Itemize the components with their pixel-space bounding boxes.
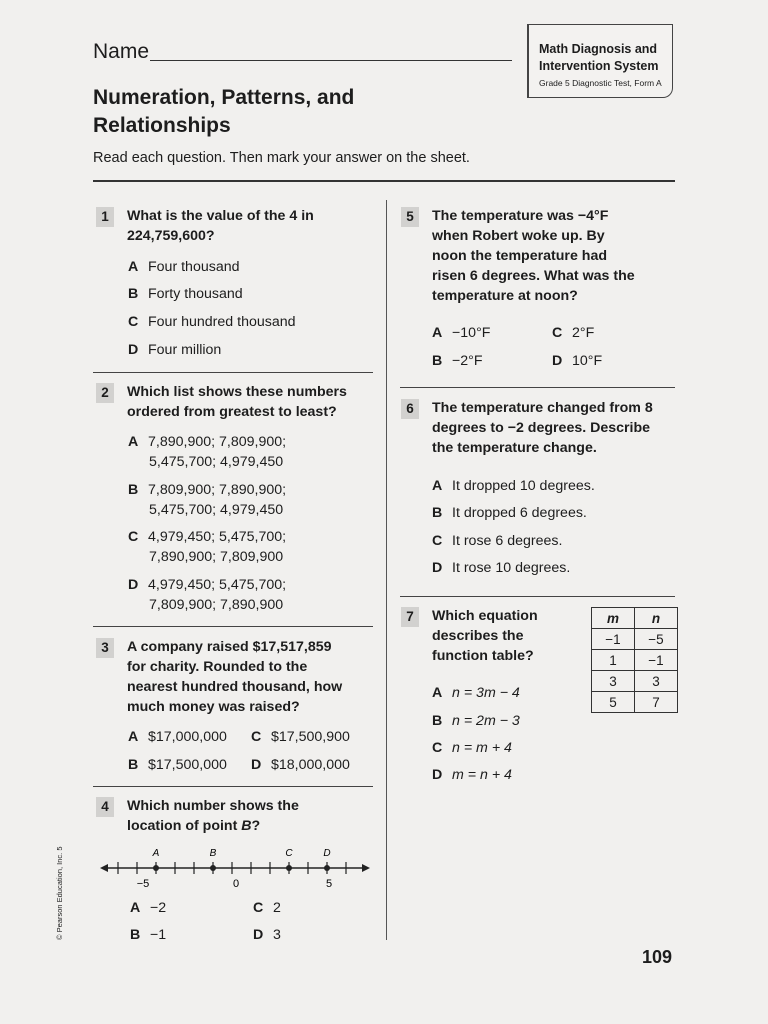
point-a-label: A	[152, 848, 160, 859]
option-letter: C	[432, 740, 443, 756]
option-text: 7,809,900; 7,890,900	[149, 597, 284, 613]
program-badge	[527, 24, 673, 98]
q6-text-line: degrees to −2 degrees. Describe	[432, 420, 651, 436]
option-text: $17,500,900	[271, 729, 350, 745]
q5-text-line: The temperature was −4°F	[432, 208, 609, 224]
option-text: It dropped 10 degrees.	[452, 478, 595, 494]
option-text: It dropped 6 degrees.	[452, 505, 587, 521]
q1-text-line: 224,759,600?	[127, 228, 215, 244]
point-c-label: C	[285, 848, 293, 859]
q4-option-a[interactable]	[130, 898, 166, 918]
q5-option-c[interactable]	[552, 323, 594, 343]
option-text: 7,890,900; 7,809,900;	[148, 434, 287, 450]
q5-option-a[interactable]	[432, 323, 490, 343]
question-3-text	[127, 637, 342, 717]
table-cell: −1	[635, 650, 678, 671]
option-text: 3	[273, 927, 281, 943]
column-divider	[386, 200, 387, 940]
option-letter: B	[130, 927, 141, 943]
q1-option-a[interactable]	[128, 257, 240, 277]
option-letter: B	[432, 353, 443, 369]
question-divider	[400, 387, 675, 388]
question-number: 1	[96, 207, 114, 227]
table-cell: 3	[592, 671, 635, 692]
option-text: m = n + 4	[452, 767, 512, 783]
q5-text-line: noon the temperature had	[432, 248, 607, 264]
option-letter: A	[128, 434, 139, 450]
function-table	[591, 607, 678, 713]
option-text: 5,475,700; 4,979,450	[149, 502, 284, 518]
option-text: $18,000,000	[271, 757, 350, 773]
badge-line-3: Grade 5 Diagnostic Test, Form A	[539, 78, 662, 88]
question-4-text	[127, 796, 299, 836]
option-letter: C	[128, 314, 139, 330]
q1-option-d[interactable]	[128, 340, 221, 360]
q4-option-d[interactable]	[253, 925, 281, 945]
title-line-1: Numeration, Patterns, and	[93, 86, 355, 109]
option-letter: A	[432, 685, 443, 701]
option-text: 5,475,700; 4,979,450	[149, 454, 284, 470]
header-divider	[93, 180, 675, 182]
tick-label: 5	[325, 878, 333, 890]
q1-text-line: What is the value of the 4 in	[127, 208, 314, 224]
q4-text-line	[127, 816, 299, 836]
table-row	[592, 629, 678, 650]
table-cell: 3	[635, 671, 678, 692]
question-2-text	[127, 382, 347, 422]
option-text: 7,890,900; 7,809,900	[149, 549, 284, 565]
q5-text-line: risen 6 degrees. What was the	[432, 268, 635, 284]
option-text: 2°F	[572, 325, 595, 341]
option-text: 10°F	[572, 353, 603, 369]
title-line-2: Relationships	[93, 114, 231, 137]
q3-option-c[interactable]	[251, 727, 350, 747]
option-text: n = m + 4	[452, 740, 512, 756]
option-letter: C	[251, 729, 262, 745]
point-variable: B	[241, 818, 252, 834]
tick-label: −5	[136, 878, 150, 890]
q7-option-d[interactable]	[432, 765, 512, 785]
q2-option-d[interactable]	[128, 575, 286, 615]
option-text: It rose 6 degrees.	[452, 533, 563, 549]
name-field-line	[150, 60, 512, 61]
option-letter: D	[432, 560, 443, 576]
option-letter: D	[128, 342, 139, 358]
q3-text-line: for charity. Rounded to the	[127, 659, 308, 675]
option-text: n = 2m − 3	[452, 713, 520, 729]
q3-text-line: nearest hundred thousand, how	[127, 679, 343, 695]
q4-option-c[interactable]	[253, 898, 281, 918]
option-text: Four hundred thousand	[148, 314, 296, 330]
option-text: −10°F	[452, 325, 491, 341]
table-cell: −1	[592, 629, 635, 650]
q4-option-b[interactable]	[130, 925, 166, 945]
question-divider	[93, 372, 373, 373]
option-letter: D	[251, 757, 262, 773]
q4-text-part: ?	[251, 818, 261, 834]
question-number: 7	[401, 607, 419, 627]
question-number: 6	[401, 399, 419, 419]
option-letter: A	[128, 729, 139, 745]
q5-option-b[interactable]	[432, 351, 483, 371]
option-letter: D	[552, 353, 563, 369]
q5-text-line: when Robert woke up. By	[432, 228, 605, 244]
option-text: Four million	[148, 342, 222, 358]
question-1-text	[127, 206, 314, 246]
point-b-label: B	[209, 848, 217, 859]
question-number: 2	[96, 383, 114, 403]
q4-text-line: Which number shows the	[127, 798, 299, 814]
question-divider	[93, 626, 373, 627]
q2-option-c[interactable]	[128, 527, 286, 567]
q6-option-b[interactable]	[432, 503, 587, 523]
table-header: n	[635, 608, 678, 629]
option-letter: B	[432, 505, 443, 521]
option-text: n = 3m − 4	[452, 685, 520, 701]
option-letter: C	[128, 529, 139, 545]
q3-text-line: A company raised $17,517,859	[127, 639, 332, 655]
q1-option-c[interactable]	[128, 312, 296, 332]
question-6-text	[432, 398, 653, 458]
q2-text-line: ordered from greatest to least?	[127, 404, 337, 420]
q3-option-b[interactable]	[128, 755, 227, 775]
option-letter: D	[432, 767, 443, 783]
option-letter: B	[128, 482, 139, 498]
option-letter: A	[128, 259, 139, 275]
question-5-text	[432, 206, 635, 306]
option-letter: C	[552, 325, 563, 341]
question-7-text	[432, 606, 538, 666]
q6-option-a[interactable]	[432, 476, 595, 496]
point-b-marker	[210, 865, 216, 871]
option-text: 4,979,450; 5,475,700;	[148, 577, 287, 593]
point-a-marker	[153, 865, 159, 871]
tick-label: 0	[232, 878, 240, 890]
option-text: Four thousand	[148, 259, 240, 275]
q2-text-line: Which list shows these numbers	[127, 384, 347, 400]
q2-option-b[interactable]	[128, 480, 286, 520]
name-label: Name	[93, 40, 150, 63]
q7-text-line: Which equation	[432, 608, 538, 624]
q7-text-line: function table?	[432, 648, 534, 664]
option-text: 7,809,900; 7,890,900;	[148, 482, 287, 498]
table-cell: 5	[592, 692, 635, 713]
q2-option-a[interactable]	[128, 432, 286, 472]
option-letter: A	[432, 325, 443, 341]
badge-line-1: Math Diagnosis and	[539, 42, 658, 56]
table-cell: 1	[592, 650, 635, 671]
instructions: Read each question. Then mark your answer on the sheet.	[93, 150, 470, 166]
option-letter: D	[128, 577, 139, 593]
table-row	[592, 671, 678, 692]
q6-text-line: the temperature change.	[432, 440, 597, 456]
option-text: It rose 10 degrees.	[452, 560, 571, 576]
q1-option-b[interactable]	[128, 284, 243, 304]
question-number: 3	[96, 638, 114, 658]
question-number: 4	[96, 797, 114, 817]
option-letter: B	[128, 757, 139, 773]
table-header: m	[592, 608, 635, 629]
q6-option-d[interactable]	[432, 558, 570, 578]
option-letter: B	[128, 286, 139, 302]
q4-text-part: location of point	[127, 818, 238, 834]
q6-text-line: The temperature changed from 8	[432, 400, 653, 416]
option-letter: C	[253, 900, 264, 916]
option-letter: C	[432, 533, 443, 549]
option-text: 2	[273, 900, 281, 916]
option-text: Forty thousand	[148, 286, 243, 302]
question-number: 5	[401, 207, 419, 227]
option-letter: B	[432, 713, 443, 729]
point-d-label: D	[323, 848, 331, 859]
table-header-row	[592, 608, 678, 629]
point-d-marker	[324, 865, 330, 871]
q7-text-line: describes the	[432, 628, 524, 644]
table-cell: 7	[635, 692, 678, 713]
table-cell: −5	[635, 629, 678, 650]
q7-option-c[interactable]	[432, 738, 512, 758]
option-letter: D	[253, 927, 264, 943]
number-line	[100, 840, 375, 895]
option-text: −1	[150, 927, 167, 943]
q7-option-b[interactable]	[432, 711, 520, 731]
badge-line-2: Intervention System	[539, 59, 659, 73]
q5-text-line: temperature at noon?	[432, 288, 578, 304]
q5-option-d[interactable]	[552, 351, 602, 371]
q6-option-c[interactable]	[432, 531, 562, 551]
option-text: $17,000,000	[148, 729, 227, 745]
q3-option-a[interactable]	[128, 727, 227, 747]
table-row	[592, 692, 678, 713]
q3-text-line: much money was raised?	[127, 699, 300, 715]
q3-option-d[interactable]	[251, 755, 350, 775]
copyright-notice: © Pearson Education, Inc. 5	[55, 846, 64, 940]
point-c-marker	[286, 865, 292, 871]
q7-option-a[interactable]	[432, 683, 520, 703]
question-divider	[93, 786, 373, 787]
option-letter: A	[432, 478, 443, 494]
option-text: −2	[150, 900, 167, 916]
question-divider	[400, 596, 675, 597]
option-text: −2°F	[452, 353, 483, 369]
page-number: 109	[642, 947, 673, 967]
option-text: 4,979,450; 5,475,700;	[148, 529, 287, 545]
option-letter: A	[130, 900, 141, 916]
option-text: $17,500,000	[148, 757, 227, 773]
table-row	[592, 650, 678, 671]
page-title	[93, 84, 354, 140]
